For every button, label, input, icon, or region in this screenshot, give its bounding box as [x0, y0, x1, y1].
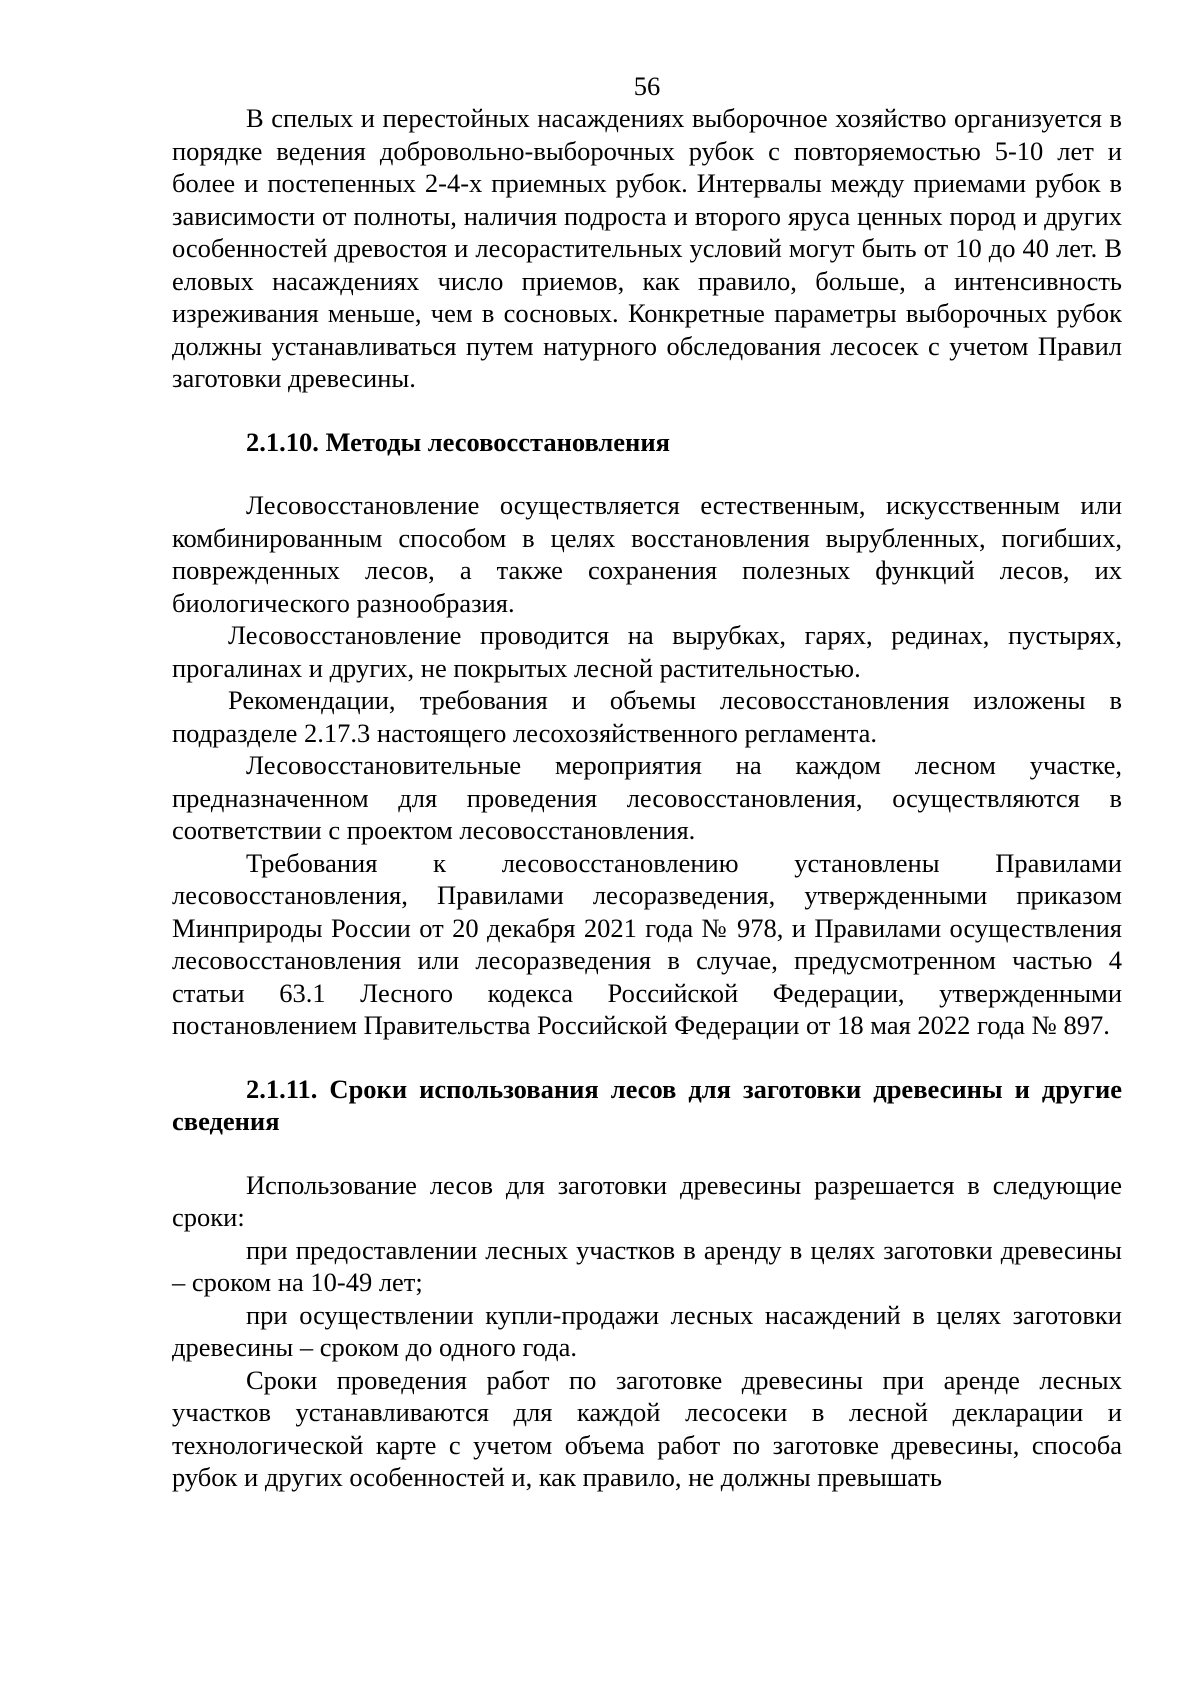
paragraph-selective-logging: В спелых и перестойных насаждениях выборочное хозяйство организуется в порядке ведения добровольно-выборочных рубок с повторяемостью 5-10 лет и более и постепенных 2-4-х приемных рубок. Интервалы между приемами рубок в зависимости от полноты, наличия подроста и второго яруса ценных пород и других особенностей древостоя и лесорастительных условий могут быть от 10 до 40 лет. В еловых насаждениях число приемов, как правило, больше, а интенсивность изреживания меньше, чем в сосновых. Конкретные параметры выборочных рубок должны устанавливаться путем натурного обследования лесосек с учетом Правил заготовки древесины.	[172, 103, 1122, 393]
section-heading-2-1-10: 2.1.10. Методы лесовосстановления	[246, 426, 670, 457]
paragraph-reforestation-areas: Лесовосстановление проводится на вырубках, гарях, рединах, пустырях, прогалинах и других, не покрытых лесной растительностью.	[172, 620, 1122, 683]
paragraph-usage-terms-sale: при осуществлении купли-продажи лесных насаждений в целях заготовки древесины – сроком до одного года.	[172, 1299, 1122, 1362]
paragraph-reforestation-requirements: Требования к лесовосстановлению установлены Правилами лесовосстановления, Правилами лесоразведения, утвержденными приказом Минприроды России от 20 декабря 2021 года № 978, и Правилами осуществления лесовосстановления или лесоразведения в случае, предусмотренном частью 4 статьи 63.1 Лесного кодекса Российской Федерации, утвержденными постановлением Правительства Российской Федерации от 18 мая 2022 года № 897.	[172, 847, 1122, 1040]
section-heading-2-1-11: 2.1.11. Сроки использования лесов для заготовки древесины и другие сведения	[172, 1073, 1122, 1136]
paragraph-usage-terms-works: Сроки проведения работ по заготовке древесины при аренде лесных участков устанавливаются для каждой лесосеки в лесной декларации и технологической карте с учетом объема работ по заготовке древесины, способа рубок и других особенностей и, как правило, не должны превышать	[172, 1364, 1122, 1492]
paragraph-usage-terms-intro: Использование лесов для заготовки древесины разрешается в следующие сроки:	[172, 1169, 1122, 1232]
page-number: 56	[633, 71, 661, 101]
paragraph-usage-terms-lease: при предоставлении лесных участков в аренду в целях заготовки древесины – сроком на 10-49 лет;	[172, 1234, 1122, 1297]
paragraph-reforestation-recommendations: Рекомендации, требования и объемы лесовосстановления изложены в подразделе 2.17.3 настоящего лесохозяйственного регламента.	[172, 685, 1122, 748]
paragraph-reforestation-measures: Лесовосстановительные мероприятия на каждом лесном участке, предназначенном для проведения лесовосстановления, осуществляются в соответствии с проектом лесовосстановления.	[172, 750, 1122, 845]
document-page	[172, 70, 1122, 1494]
paragraph-reforestation-methods: Лесовосстановление осуществляется естественным, искусственным или комбинированным способом в целях восстановления вырубленных, погибших, поврежденных лесов, а также сохранения полезных функций лесов, их биологического разнообразия.	[172, 490, 1122, 618]
